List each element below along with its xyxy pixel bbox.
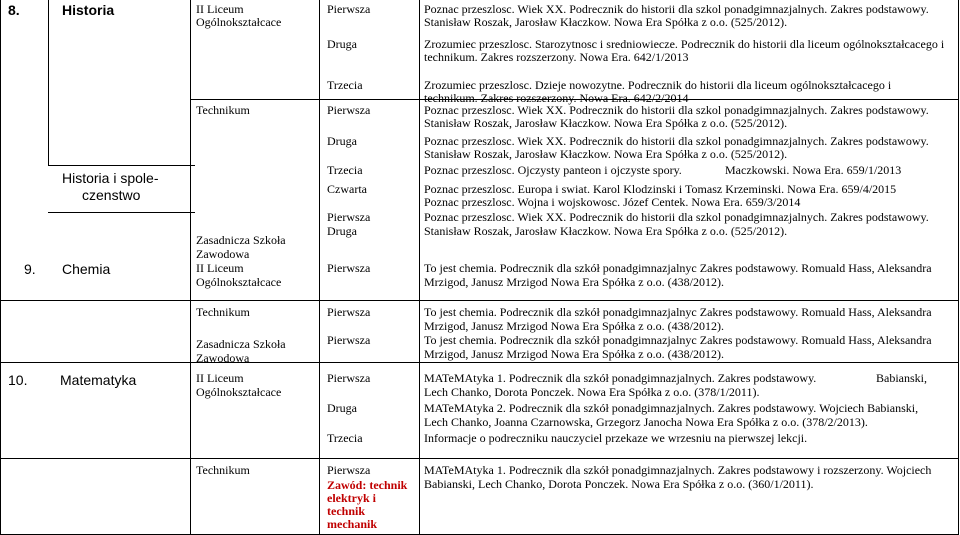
textbook-line: Babianski, Lech Chanko, Dorota Ponczek. Nowa Era Spółka z o.o. (360/1/2011). xyxy=(424,477,814,491)
school-name: Technikum xyxy=(196,103,250,117)
grade-label: Druga xyxy=(327,37,357,51)
subject-name: czenstwo xyxy=(82,187,141,203)
grade-label: Trzecia xyxy=(327,431,363,445)
textbook-line: Zrozumiec przeszlosc. Dzieje nowozytne. Podrecznik do historii dla liceum ogólnokształcacego i xyxy=(424,78,892,92)
school-name: Technikum xyxy=(196,463,250,477)
grade-label: Druga xyxy=(327,224,357,238)
textbook-line: MATeMAtyka 1. Podrecznik dla szkół ponadgimnazjalnych. Zakres podstawowy. xyxy=(424,371,817,385)
grade-label: Pierwsza xyxy=(327,2,371,16)
school-name: Ogólnokształcace xyxy=(196,15,282,29)
grade-label: Druga xyxy=(327,134,357,148)
school-name: Zasadnicza Szkoła xyxy=(196,233,286,247)
school-name: Zasadnicza Szkoła xyxy=(196,337,286,351)
grade-label: Pierwsza xyxy=(327,305,371,319)
column-divider xyxy=(319,0,320,535)
textbook-line: Lech Chanko, Joanna Czarnowska, Grzegorz Janocha Nowa Era Spółka z o.o. (378/2/2013). xyxy=(424,415,868,429)
subject-number: 8. xyxy=(8,2,20,18)
school-name: Ogólnokształcace xyxy=(196,385,282,399)
textbook-line: To jest chemia. Podrecznik dla szkół ponadgimnazjalnyc Zakres podstawowy. Romuald Hass, Aleksandra xyxy=(424,333,932,347)
school-name: II Liceum xyxy=(196,2,244,16)
subject-name: Historia i spole- xyxy=(62,170,159,186)
school-name: Zawodowa xyxy=(196,351,250,365)
textbook-line: Poznac przeszlosc. Ojczysty panteon i ojczyste spory. xyxy=(424,163,682,177)
textbook-line: Mrzigod, Janusz Mrzigod Nowa Era Spółka z o.o. (438/2012). xyxy=(424,347,724,361)
profession-note: elektryk i xyxy=(327,491,376,505)
column-divider xyxy=(0,0,1,535)
textbook-line: Mrzigod, Janusz Mrzigod Nowa Era Spółka z o.o. (438/2012). xyxy=(424,275,724,289)
school-name: II Liceum xyxy=(196,371,244,385)
textbook-line: technikum. Zakres rozszerzony. Nowa Era. 642/1/2013 xyxy=(424,50,689,64)
grade-label: Pierwsza xyxy=(327,103,371,117)
column-divider xyxy=(48,0,49,165)
grade-label: Pierwsza xyxy=(327,371,371,385)
textbook-line: Poznac przeszlosc. Wiek XX. Podrecznik do historii dla szkol ponadgimnazjalnych. Zakres podstawowy. xyxy=(424,103,929,117)
grade-label: Czwarta xyxy=(327,182,367,196)
textbook-line: technikum. Zakres rozszerzony. Nowa Era. 642/2/2014 xyxy=(424,91,689,105)
textbook-line: Maczkowski. Nowa Era. 659/1/2013 xyxy=(725,163,902,177)
textbook-line: Poznac przeszlosc. Wiek XX. Podrecznik do historii dla szkol ponadgimnazjalnych. Zakres podstawowy. xyxy=(424,134,929,148)
textbook-line: MATeMAtyka 2. Podrecznik dla szkół ponadgimnazjalnych. Zakres podstawowy. Wojciech Babianski, xyxy=(424,401,919,415)
textbook-line: Stanisław Roszak, Jarosław Kłaczkow. Nowa Era Spółka z o.o. (525/2012). xyxy=(424,15,788,29)
subject-name: Historia xyxy=(62,2,115,18)
row-divider xyxy=(0,300,958,301)
school-name: II Liceum xyxy=(196,261,244,275)
textbook-line: Mrzigod, Janusz Mrzigod Nowa Era Spółka z o.o. (438/2012). xyxy=(424,319,724,333)
column-divider xyxy=(958,0,959,535)
textbook-line: Poznac przeszlosc. Wojna i wojskowosc. Józef Centek. Nowa Era. 659/3/2014 xyxy=(424,195,801,209)
profession-note: mechanik xyxy=(327,517,378,531)
row-divider xyxy=(48,165,195,166)
textbook-line: Poznac przeszlosc. Europa i swiat. Karol Klodzinski i Tomasz Krzeminski. Nowa Era. 659/4/2015 xyxy=(424,182,897,196)
grade-label: Pierwsza xyxy=(327,333,371,347)
textbook-line: Poznac przeszlosc. Wiek XX. Podrecznik do historii dla szkol ponadgimnazjalnych. Zakres podstawowy. xyxy=(424,210,929,224)
grade-label: Pierwsza xyxy=(327,261,371,275)
grade-label: Trzecia xyxy=(327,163,363,177)
subject-name: Chemia xyxy=(62,261,111,277)
grade-label: Pierwsza xyxy=(327,210,371,224)
textbook-line: Poznac przeszlosc. Wiek XX. Podrecznik do historii dla szkol ponadgimnazjalnych. Zakres podstawowy. xyxy=(424,2,929,16)
row-divider xyxy=(48,212,195,213)
subject-name: Matematyka xyxy=(60,372,137,388)
textbook-line: Stanisław Roszak, Jarosław Kłaczkow. Nowa Era Spółka z o.o. (525/2012). xyxy=(424,116,788,130)
subject-number: 10. xyxy=(8,372,28,388)
textbook-line: Stanisław Roszak, Jarosław Kłaczkow. Nowa Era Spółka z o.o. (525/2012). xyxy=(424,224,788,238)
textbook-line: Zrozumiec przeszlosc. Starozytnosc i sredniowiecze. Podrecznik do historii dla liceum ogólnokształcacego i xyxy=(424,37,945,51)
grade-label: Druga xyxy=(327,401,357,415)
column-divider xyxy=(419,0,420,535)
school-name: Zawodowa xyxy=(196,247,250,261)
column-divider xyxy=(190,0,191,535)
textbook-line: Babianski, xyxy=(876,371,927,385)
textbook-line: Lech Chanko, Dorota Ponczek. Nowa Era Spółka z o.o. (378/1/2011). xyxy=(424,385,760,399)
textbook-line: To jest chemia. Podrecznik dla szkół ponadgimnazjalnyc Zakres podstawowy. Romuald Hass, Aleksandra xyxy=(424,305,932,319)
textbook-line: To jest chemia. Podrecznik dla szkół ponadgimnazjalnyc Zakres podstawowy. Romuald Hass, Aleksandra xyxy=(424,261,932,275)
grade-label: Trzecia xyxy=(327,78,363,92)
row-divider xyxy=(0,362,958,363)
profession-note: technik xyxy=(327,504,366,518)
row-divider xyxy=(0,458,958,459)
school-name: Technikum xyxy=(196,305,250,319)
grade-label: Pierwsza xyxy=(327,463,371,477)
textbook-line: Stanisław Roszak, Jarosław Kłaczkow. Nowa Era Spółka z o.o. (525/2012). xyxy=(424,147,788,161)
profession-note: Zawód: technik xyxy=(327,478,408,492)
subject-number: 9. xyxy=(24,261,36,277)
textbook-line: Informacje o podreczniku nauczyciel przekaze we wrzesniu na pierwszej lekcji. xyxy=(424,431,808,445)
textbook-line: MATeMAtyka 1. Podrecznik dla szkół ponadgimnazjalnych. Zakres podstawowy i rozszerzony. Wojciech xyxy=(424,463,932,477)
school-name: Ogólnokształcace xyxy=(196,275,282,289)
